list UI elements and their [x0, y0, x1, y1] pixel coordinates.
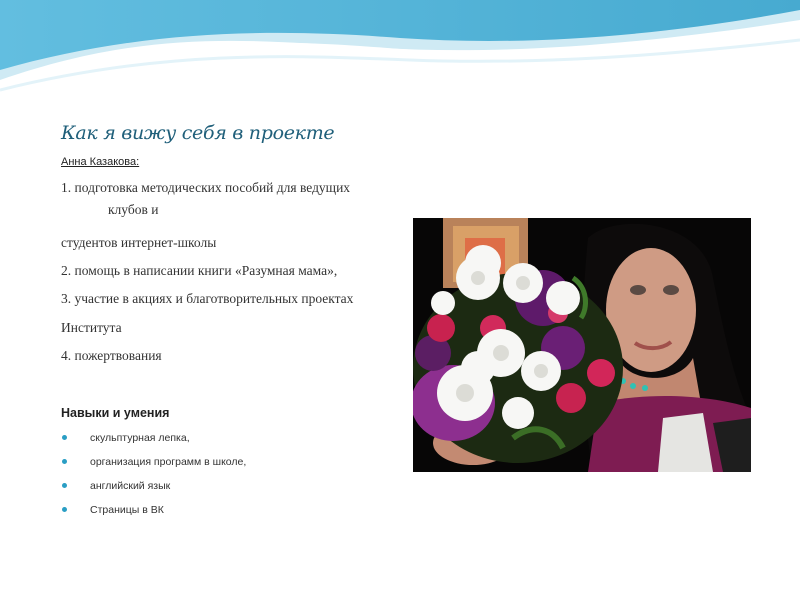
skill-label: организация программ в школе, [90, 456, 247, 468]
list-item: студентов интернет-школы [61, 235, 217, 250]
bullet-icon [62, 483, 67, 488]
list-item: клубов и [108, 202, 159, 217]
skills-heading: Навыки и умения [61, 406, 170, 420]
bullet-icon [62, 507, 67, 512]
author-name: Анна Казакова: [61, 156, 140, 168]
skill-item [62, 502, 246, 526]
bullet-icon [62, 435, 67, 440]
skill-item [62, 478, 246, 502]
skill-item [62, 430, 246, 454]
list-item: 1. подготовка методических пособий для ведущих [61, 180, 351, 195]
skill-item [62, 454, 246, 478]
header-wave-decoration [0, 0, 800, 95]
list-item: 3. участие в акциях и благотворительных проектах [61, 291, 354, 306]
list-item: Института [61, 320, 122, 335]
list-item: 2. помощь в написании книги «Разумная мама», [61, 263, 338, 278]
list-item: 4. пожертвования [61, 348, 162, 363]
skill-label: Страницы в ВК [90, 504, 164, 516]
skill-label: английский язык [90, 480, 171, 492]
slide-title: Как я вижу себя в проекте [61, 122, 335, 144]
bullet-icon [62, 459, 67, 464]
skill-label: скульптурная лепка, [90, 432, 190, 444]
portrait-photo [413, 218, 751, 472]
skills-list [62, 430, 246, 526]
